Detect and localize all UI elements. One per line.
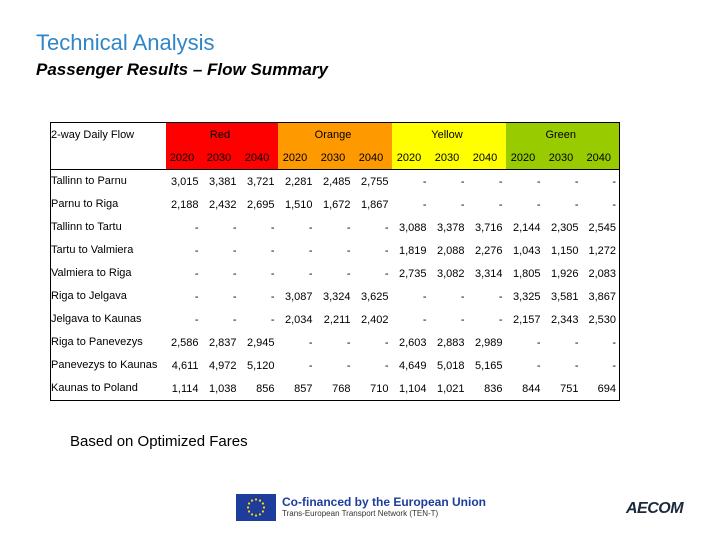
flow-value-cell: 2,281 [284, 175, 313, 188]
flow-value-cell: 3,378 [436, 221, 465, 234]
flow-value-cell: 1,926 [550, 267, 579, 280]
flow-value-cell: 2,883 [436, 336, 465, 349]
flow-value-cell: 2,083 [582, 262, 620, 285]
flow-value-cell: 1,114 [166, 377, 202, 401]
flow-value-cell: 4,611 [171, 359, 199, 372]
flow-value-cell: - [460, 198, 465, 211]
flow-value-cell: 1,672 [322, 198, 351, 211]
flow-value-cell: - [384, 336, 389, 349]
flow-value-cell: 2,695 [246, 198, 275, 211]
eu-star-icon [248, 502, 250, 504]
flow-value-cell: - [346, 244, 351, 257]
flow-value-cell: 3,015 [170, 175, 199, 188]
flow-value-cell: - [582, 354, 620, 377]
flow-value-cell: - [384, 267, 389, 280]
flow-value-cell: 3,325 [512, 290, 541, 303]
flow-value-cell: 857 [278, 377, 316, 401]
flow-value-cell: - [270, 221, 275, 234]
eu-star-icon [251, 499, 253, 501]
flow-value-cell: 3,625 [360, 290, 389, 303]
flow-value-cell: 768 [316, 377, 354, 401]
flow-value-cell: - [574, 198, 579, 211]
flow-value-cell: 3,088 [398, 221, 427, 234]
year-header-cell: 2030 [202, 146, 240, 170]
flow-value-cell: - [422, 175, 427, 188]
flow-value-cell: - [498, 175, 503, 188]
flow-value-cell: - [422, 198, 427, 211]
flow-summary-table [50, 122, 620, 401]
year-header-cell: 2030 [544, 146, 582, 170]
ten-t-text: Trans-European Transport Network (TEN-T) [282, 509, 439, 519]
row-label: Valmiera to Riga [51, 262, 166, 285]
flow-value-cell: 5,120 [246, 359, 275, 372]
flow-value-cell: - [498, 290, 503, 303]
flow-value-cell: - [422, 290, 427, 303]
flow-value-cell: 2,586 [170, 336, 199, 349]
group-red-header: Red [166, 123, 278, 147]
flow-value-cell: 2,530 [582, 308, 620, 331]
eu-star-icon [262, 510, 264, 512]
flow-value-cell: 2,343 [550, 313, 579, 326]
year-header-cell: 2040 [240, 146, 278, 170]
flow-value-cell: - [346, 267, 351, 280]
corner-label: 2-way Daily Flow [51, 123, 166, 147]
eu-star-icon [259, 499, 261, 501]
eu-star-icon [251, 513, 253, 515]
flow-value-cell: - [232, 244, 237, 257]
flow-value-cell: - [194, 313, 199, 326]
flow-value-cell: 694 [582, 377, 620, 401]
flow-value-cell: - [232, 313, 237, 326]
flow-value-cell: - [308, 244, 313, 257]
flow-value-cell: 710 [354, 377, 392, 401]
flow-value-cell: 2,305 [550, 221, 579, 234]
flow-value-cell: 2,034 [284, 313, 313, 326]
group-header-row [51, 123, 620, 147]
flow-value-cell: - [270, 313, 275, 326]
flow-value-cell: - [536, 359, 541, 372]
eu-flag-icon [236, 494, 276, 521]
eu-text-block [282, 496, 486, 519]
flow-value-cell: 844 [506, 377, 544, 401]
table-row [51, 262, 620, 285]
row-label: Tallinn to Parnu [51, 170, 166, 194]
flow-value-cell: 1,819 [398, 244, 427, 257]
flow-value-cell: 5,165 [474, 359, 503, 372]
flow-value-cell: 4,972 [208, 359, 237, 372]
flow-value-cell: 2,157 [512, 313, 541, 326]
flow-value-cell: - [346, 221, 351, 234]
row-label: Riga to Jelgava [51, 285, 166, 308]
year-header-cell: 2020 [278, 146, 316, 170]
flow-value-cell: 2,755 [360, 175, 389, 188]
flow-value-cell: 3,087 [284, 290, 313, 303]
table-row [51, 377, 620, 401]
table-body [51, 170, 620, 401]
row-label: Panevezys to Kaunas [51, 354, 166, 377]
eu-star-icon [259, 513, 261, 515]
flow-value-cell: - [582, 170, 620, 194]
flow-value-cell: - [346, 336, 351, 349]
row-label: Parnu to Riga [51, 193, 166, 216]
flow-value-cell: 1,510 [284, 198, 313, 211]
flow-value-cell: - [582, 193, 620, 216]
eu-star-icon [248, 510, 250, 512]
flow-value-cell: 5,018 [436, 359, 465, 372]
eu-star-icon [247, 506, 249, 508]
flow-value-cell: 751 [544, 377, 582, 401]
flow-value-cell: - [460, 175, 465, 188]
flow-value-cell: - [232, 290, 237, 303]
flow-value-cell: 2,485 [322, 175, 351, 188]
flow-value-cell: 2,837 [208, 336, 237, 349]
flow-value-cell: 3,314 [474, 267, 503, 280]
flow-value-cell: - [270, 290, 275, 303]
flow-value-cell: 2,088 [436, 244, 465, 257]
eu-star-icon [255, 498, 257, 500]
flow-value-cell: 2,188 [170, 198, 199, 211]
flow-value-cell: 3,716 [474, 221, 503, 234]
flow-value-cell: - [574, 359, 579, 372]
group-orange-header: Orange [278, 123, 392, 147]
table-row [51, 354, 620, 377]
flow-value-cell: 1,805 [512, 267, 541, 280]
flow-value-cell: - [422, 313, 427, 326]
flow-value-cell: 3,867 [582, 285, 620, 308]
flow-value-cell: 2,989 [474, 336, 503, 349]
row-label: Tartu to Valmiera [51, 239, 166, 262]
fare-note: Based on Optimized Fares [70, 433, 248, 450]
flow-value-cell: - [194, 221, 199, 234]
flow-value-cell: 1,272 [582, 239, 620, 262]
year-header-cell: 2040 [354, 146, 392, 170]
row-label: Kaunas to Poland [51, 377, 166, 401]
flow-value-cell: - [270, 244, 275, 257]
table-row [51, 239, 620, 262]
flow-value-cell: 1,150 [550, 244, 579, 257]
flow-value-cell: 2,276 [474, 244, 503, 257]
flow-value-cell: 1,043 [512, 244, 541, 257]
flow-value-cell: 3,082 [436, 267, 465, 280]
eu-cofinance-text: Co-financed by the European Union [282, 494, 487, 509]
year-header-cell: 2030 [430, 146, 468, 170]
eu-stars-icon [236, 494, 276, 521]
group-green-header: Green [506, 123, 620, 147]
flow-value-cell: 2,432 [208, 198, 237, 211]
year-header-cell: 2040 [468, 146, 506, 170]
year-header-cell: 2020 [166, 146, 202, 170]
flow-value-cell: 2,735 [398, 267, 427, 280]
flow-value-cell: - [194, 267, 199, 280]
flow-value-cell: 2,211 [323, 313, 351, 326]
flow-value-cell: 4,649 [398, 359, 427, 372]
flow-value-cell: - [460, 313, 465, 326]
flow-value-cell: - [574, 175, 579, 188]
flow-value-cell: 1,104 [392, 377, 430, 401]
flow-value-cell: 856 [240, 377, 278, 401]
flow-value-cell: - [346, 359, 351, 372]
year-header-cell: 2020 [506, 146, 544, 170]
flow-value-cell: - [536, 198, 541, 211]
eu-star-icon [263, 506, 265, 508]
page-subtitle: Passenger Results – Flow Summary [36, 60, 328, 79]
flow-value-cell: 3,721 [246, 175, 275, 188]
flow-value-cell: - [308, 359, 313, 372]
flow-value-cell: - [384, 244, 389, 257]
flow-value-cell: 2,545 [582, 216, 620, 239]
flow-value-cell: - [582, 331, 620, 354]
flow-value-cell: 3,381 [208, 175, 237, 188]
flow-value-cell: 836 [468, 377, 506, 401]
year-header-cell: 2040 [582, 146, 620, 170]
table-row [51, 285, 620, 308]
flow-value-cell: 2,603 [398, 336, 427, 349]
flow-value-cell: - [232, 267, 237, 280]
year-header-row [51, 146, 620, 170]
row-label: Jelgava to Kaunas [51, 308, 166, 331]
flow-value-cell: 3,581 [550, 290, 579, 303]
flow-value-cell: 1,038 [202, 377, 240, 401]
table-row [51, 308, 620, 331]
flow-value-cell: - [498, 198, 503, 211]
table-row [51, 193, 620, 216]
flow-value-cell: 1,021 [430, 377, 468, 401]
page-title: Technical Analysis [36, 30, 215, 55]
flow-value-cell: 3,324 [322, 290, 351, 303]
row-label: Tallinn to Tartu [51, 216, 166, 239]
flow-value-cell: - [384, 221, 389, 234]
year-header-cell: 2020 [392, 146, 430, 170]
year-header-cell: 2030 [316, 146, 354, 170]
eu-star-icon [255, 514, 257, 516]
year-header-spacer [51, 146, 166, 170]
table-row [51, 331, 620, 354]
flow-value-cell: - [498, 313, 503, 326]
flow-value-cell: - [270, 267, 275, 280]
table-row [51, 170, 620, 194]
flow-value-cell: - [460, 290, 465, 303]
flow-value-cell: - [308, 267, 313, 280]
eu-star-icon [262, 502, 264, 504]
flow-value-cell: 1,867 [360, 198, 389, 211]
flow-value-cell: - [232, 221, 237, 234]
row-label: Riga to Panevezys [51, 331, 166, 354]
flow-value-cell: 2,945 [246, 336, 275, 349]
aecom-logo: AECOM [626, 500, 684, 517]
flow-value-cell: - [536, 336, 541, 349]
flow-value-cell: - [194, 244, 199, 257]
flow-value-cell: 2,402 [360, 313, 389, 326]
flow-value-cell: - [536, 175, 541, 188]
flow-value-cell: - [384, 359, 389, 372]
flow-value-cell: - [308, 221, 313, 234]
flow-value-cell: - [308, 336, 313, 349]
flow-value-cell: - [194, 290, 199, 303]
flow-value-cell: 2,144 [512, 221, 541, 234]
flow-value-cell: - [574, 336, 579, 349]
eu-cofinance-banner [236, 492, 486, 522]
group-yellow-header: Yellow [392, 123, 506, 147]
table-row [51, 216, 620, 239]
